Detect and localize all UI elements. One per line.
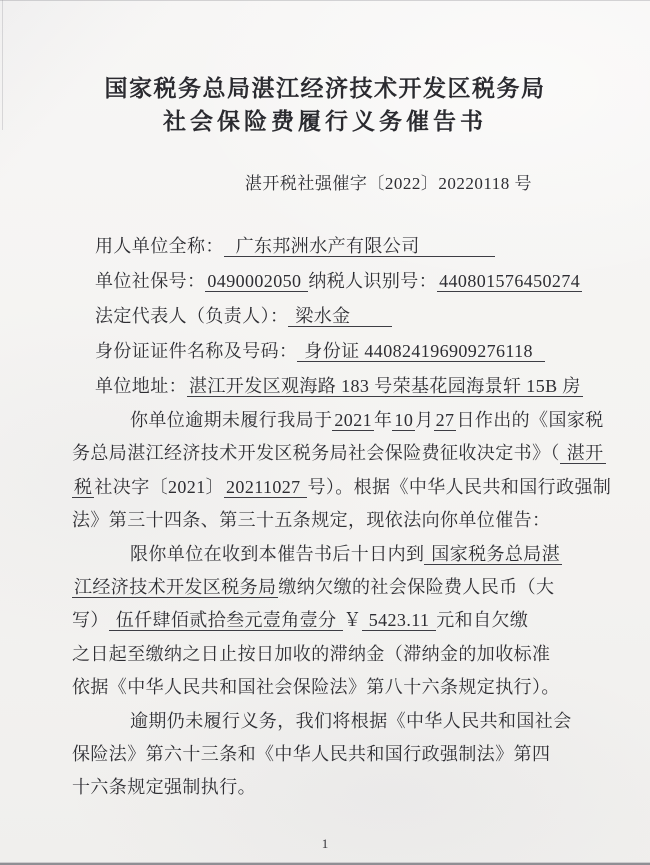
text-segment: 单位地址： [95, 376, 187, 396]
filled-blank: 湛江开发区观海路 183 号荣基花园海景轩 15B 房 [189, 376, 581, 396]
text-segment: 月 [415, 410, 434, 430]
text-segment: 号）。根据《中华人民共和国行政强制 [307, 476, 612, 497]
filled-blank: 税 [74, 476, 93, 497]
title-line-1: 国家税务总局湛江经济技术开发区税务局 [104, 76, 546, 101]
filled-blank: 湛开 [561, 443, 604, 464]
text-segment: 你单位逾期未履行我局于 [130, 410, 333, 430]
text-segment: 社决字〔2021〕 [94, 476, 225, 497]
text-segment: ￥ [343, 610, 362, 631]
filled-blank: 伍仟肆佰贰拾叁元壹角壹分 [110, 610, 342, 631]
document-title [0, 72, 650, 138]
doc-number: 湛开税社强催字〔2022〕20220118 号 [244, 174, 532, 193]
filled-blank: 0490002050 [207, 271, 307, 291]
text-segment: 身份证证件名称及号码： [95, 341, 298, 361]
filled-blank: 5423.11 [363, 610, 435, 631]
text-segment: 逾期仍未履行义务，我们将根据《中华人民共和国社会 [130, 710, 572, 731]
text-line [72, 571, 611, 604]
text-segment: 年 [374, 410, 393, 430]
text-line [72, 504, 611, 537]
text-segment: 日作出的《国家税 [456, 410, 604, 430]
text-line [72, 538, 611, 571]
filled-blank: 27 [435, 410, 455, 430]
filled-blank: 梁水金 [290, 306, 390, 326]
scan-top-edge [0, 0, 650, 1]
text-line [95, 229, 583, 264]
text-line [95, 299, 583, 334]
text-segment: 用人单位全称： [95, 236, 224, 256]
text-segment: 元和自欠缴 [436, 610, 529, 631]
text-line [72, 604, 611, 637]
text-segment: 十六条规定强制执行。 [72, 777, 256, 798]
text-line [72, 638, 611, 671]
text-line [95, 369, 583, 404]
text-line [95, 264, 583, 299]
filled-blank: 国家税务总局湛 [426, 543, 561, 564]
text-segment: 法》第三十四条、第三十五条规定，现依法向你单位催告： [72, 510, 551, 531]
page-number: 1 [321, 836, 329, 851]
fields-block [95, 229, 583, 404]
text-segment: 法定代表人（负责人）： [95, 306, 289, 326]
title-line-2: 社会保险费履行义务催告书 [163, 109, 487, 134]
text-segment: 纳税人识别号： [308, 271, 438, 291]
text-segment: 保险法》第六十三条和《中华人民共和国行政强制法》第四 [72, 743, 551, 764]
filled-blank: 身份证 440824196909276118 [299, 341, 543, 361]
filled-blank: 广东邦洲水产有限公司 [225, 236, 494, 256]
filled-blank: 20211027 [226, 476, 306, 497]
body-block [72, 404, 611, 805]
text-segment: 依据《中华人民共和国社会保险法》第八十六条规定执行）。 [72, 677, 560, 698]
filled-blank: 440801576450274 [439, 271, 581, 291]
text-segment: 之日起至缴纳之日止按日加收的滞纳金（滞纳金的加收标准 [72, 643, 551, 664]
text-line [72, 437, 611, 470]
text-segment: 务总局湛江经济技术开发区税务局社会保险费征收决定书》（ [72, 443, 560, 464]
text-line [72, 671, 611, 704]
filled-blank: 2021 [334, 410, 373, 430]
text-line [72, 404, 611, 437]
text-segment: 单位社保号： [95, 271, 206, 291]
text-segment: 缴纳欠缴的社会保险费人民币（大 [278, 576, 555, 597]
filled-blank: 10 [394, 410, 414, 430]
text-line [72, 771, 611, 804]
text-segment: 写） [72, 610, 109, 631]
text-line [95, 334, 583, 369]
text-line [72, 738, 611, 771]
text-line [72, 705, 611, 738]
text-segment: 限你单位在收到本催告书后十日内到 [130, 543, 425, 564]
text-line [72, 471, 611, 504]
filled-blank: 江经济技术开发区税务局 [74, 576, 277, 597]
